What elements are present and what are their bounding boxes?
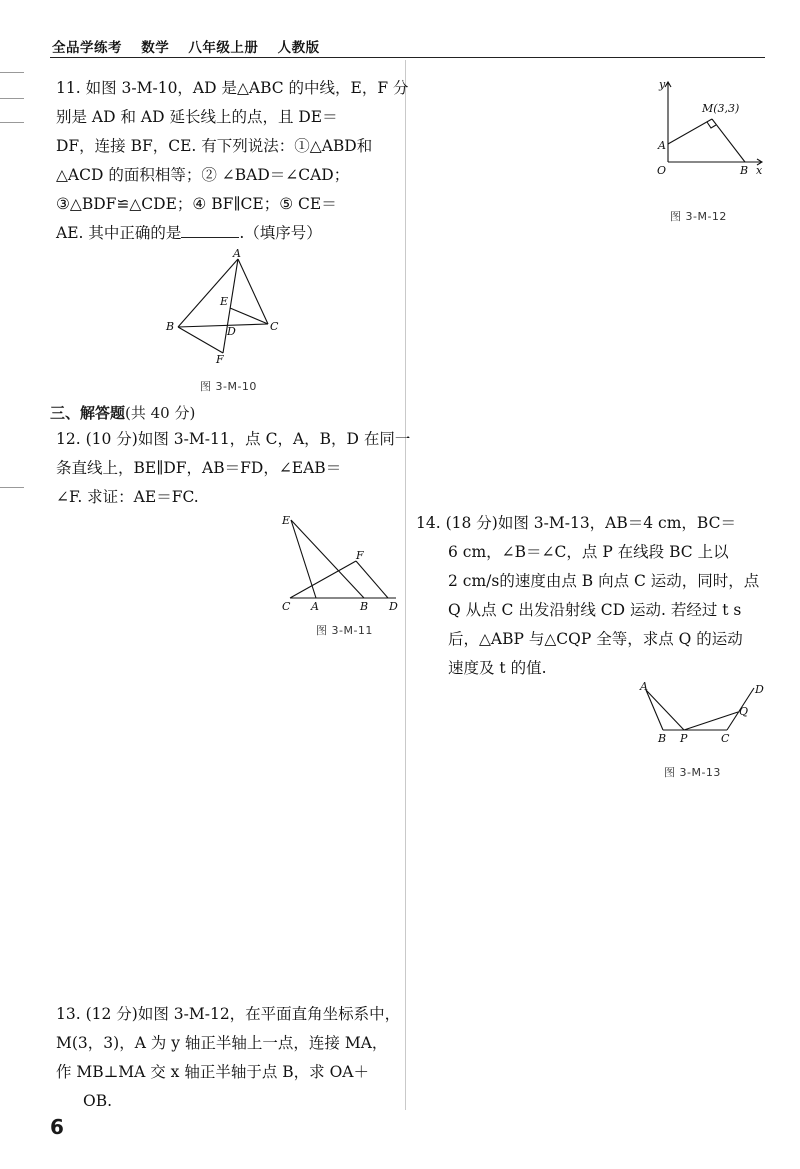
label-M: M(3,3) <box>702 102 740 115</box>
label-B: B <box>658 732 667 745</box>
figure-3-m-11 <box>278 510 408 615</box>
label-B: B <box>740 164 749 177</box>
grade-label: 八年级上册 <box>188 40 259 56</box>
label-D: D <box>755 683 764 696</box>
question-line: 别是 AD 和 AD 延长线上的点，且 DE＝ <box>56 108 338 126</box>
question-line: ③△BDF≌△CDE；④ BF∥CE；⑤ CE＝ <box>56 195 337 213</box>
label-A: A <box>640 680 648 693</box>
section-points: (共 40 分) <box>125 404 196 422</box>
question-line: 2 cm/s的速度由点 B 向点 C 运动，同时，点 <box>448 572 760 590</box>
figure-caption: 图 3-M-13 <box>664 766 721 779</box>
margin-mark <box>0 98 24 99</box>
question-12 <box>56 425 410 512</box>
figure-3-m-13 <box>632 678 772 748</box>
figure-caption: 图 3-M-10 <box>200 380 257 393</box>
question-line: 6 cm，∠B＝∠C，点 P 在线段 BC 上以 <box>448 543 729 561</box>
figure-caption: 图 3-M-11 <box>316 624 373 637</box>
question-line: 速度及 t 的值. <box>448 659 547 677</box>
header-divider <box>50 57 765 58</box>
running-header <box>52 36 334 56</box>
question-text: .（填序号） <box>239 224 322 242</box>
axis-label-x: x <box>756 164 763 177</box>
label-Q: Q <box>739 705 749 718</box>
figure-3-m-10 <box>160 245 290 365</box>
question-line: 条直线上，BE∥DF，AB＝FD，∠EAB＝ <box>56 459 342 477</box>
label-B: B <box>166 320 175 333</box>
question-14 <box>416 509 759 683</box>
question-11 <box>56 74 409 248</box>
axis-label-y: y <box>659 78 666 91</box>
question-line: 12. (10 分)如图 3-M-11，点 C，A，B，D 在同一 <box>56 430 411 448</box>
label-D: D <box>227 325 236 338</box>
figure-caption: 图 3-M-12 <box>670 210 727 223</box>
label-A: A <box>658 139 666 152</box>
label-F: F <box>216 353 224 365</box>
label-B: B <box>360 600 369 613</box>
question-text: AE. 其中正确的是 <box>56 224 182 242</box>
label-C: C <box>270 320 279 333</box>
question-line: 13. (12 分)如图 3-M-12，在平面直角坐标系中， <box>56 1005 401 1023</box>
section-heading <box>50 402 195 423</box>
margin-mark <box>0 487 24 488</box>
question-line <box>56 219 409 248</box>
question-line: DF，连接 BF，CE. 有下列说法：①△ABD和 <box>56 137 373 155</box>
label-E: E <box>220 295 229 308</box>
answer-blank[interactable] <box>181 220 239 238</box>
figure-3-m-12 <box>640 72 770 182</box>
edition-label: 人教版 <box>277 40 320 56</box>
page-number: 6 <box>50 1115 64 1139</box>
label-O: O <box>657 164 667 177</box>
section-title: 三、解答题 <box>50 404 126 422</box>
question-line: △ACD 的面积相等；② ∠BAD＝∠CAD； <box>56 166 350 184</box>
question-line: Q 从点 C 出发沿射线 CD 运动. 若经过 t s <box>448 601 742 619</box>
question-line: 11. 如图 3-M-10，AD 是△ABC 的中线，E，F 分 <box>56 79 409 97</box>
margin-mark <box>0 122 24 123</box>
label-C: C <box>721 732 730 745</box>
subject-label: 数学 <box>141 40 170 56</box>
question-line: OB. <box>83 1092 113 1110</box>
margin-mark <box>0 72 24 73</box>
label-F: F <box>356 549 364 562</box>
question-line: 14. (18 分)如图 3-M-13，AB＝4 cm，BC＝ <box>416 514 736 532</box>
question-line: 后，△ABP 与△CQP 全等，求点 Q 的运动 <box>448 630 743 648</box>
label-D: D <box>389 600 398 613</box>
label-A: A <box>233 247 241 260</box>
label-A: A <box>311 600 319 613</box>
question-line: ∠F. 求证：AE＝FC. <box>56 488 199 506</box>
question-line: M(3，3)，A 为 y 轴正半轴上一点，连接 MA， <box>56 1034 388 1052</box>
question-13 <box>56 1000 400 1116</box>
label-C: C <box>282 600 291 613</box>
series-title: 全品学练考 <box>52 40 122 56</box>
question-line: 作 MB⊥MA 交 x 轴正半轴于点 B，求 OA＋ <box>56 1063 369 1081</box>
label-E: E <box>282 514 291 527</box>
label-P: P <box>680 732 688 745</box>
